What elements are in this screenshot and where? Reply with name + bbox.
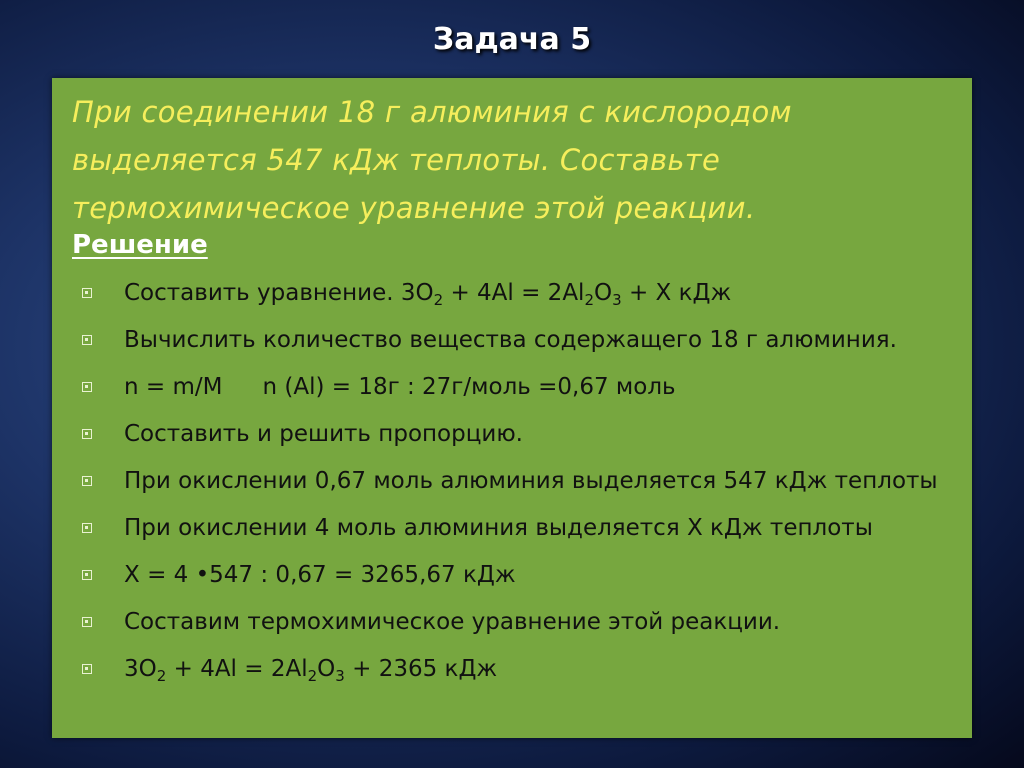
step-final-equation xyxy=(52,650,972,688)
step-text: При окислении 4 моль алюминия выделяется Х кДж теплоты xyxy=(124,515,873,541)
step-text: Вычислить количество вещества содержащего 18 г алюминия. xyxy=(124,327,897,353)
slide-title: Задача 5 xyxy=(432,22,592,57)
step-text: + 4Al = 2Al xyxy=(166,656,308,682)
square-bullet-icon xyxy=(82,335,92,345)
solution-steps xyxy=(52,274,972,697)
step-text: Составить и решить пропорцию. xyxy=(124,421,523,447)
step-text: + 4Al = 2Al xyxy=(443,280,585,306)
square-bullet-icon xyxy=(82,523,92,533)
subscript: 2 xyxy=(307,667,318,685)
step-oxidation-unknown xyxy=(52,509,972,547)
step-text: + 2365 кДж xyxy=(344,656,498,682)
problem-statement xyxy=(72,88,942,232)
step-text: При окислении 0,67 моль алюминия выделяется 547 кДж теплоты xyxy=(124,468,938,494)
step-oxidation-known xyxy=(52,462,972,500)
square-bullet-icon xyxy=(82,382,92,392)
step-text: O xyxy=(317,656,336,682)
problem-line-1: При соединении 18 г алюминия с кислородом xyxy=(72,95,792,129)
subscript: 3 xyxy=(612,291,622,309)
square-bullet-icon xyxy=(82,476,92,486)
step-result xyxy=(52,556,972,594)
step-text: O xyxy=(594,280,613,306)
solution-heading: Решение xyxy=(72,230,208,260)
step-text: + Х кДж xyxy=(621,280,732,306)
square-bullet-icon xyxy=(82,617,92,627)
subscript: 2 xyxy=(156,667,167,685)
problem-line-2: выделяется 547 кДж теплоты. Составьте xyxy=(72,143,721,177)
step-formula xyxy=(52,368,972,406)
square-bullet-icon xyxy=(82,288,92,298)
subscript: 3 xyxy=(335,667,345,685)
step-text: Составим термохимическое уравнение этой реакции. xyxy=(124,609,781,635)
subscript: 2 xyxy=(433,291,444,309)
square-bullet-icon xyxy=(82,570,92,580)
step-text: 3O xyxy=(124,656,157,682)
step-proportion xyxy=(52,415,972,453)
problem-line-3: термохимическое уравнение этой реакции. xyxy=(72,191,756,225)
subscript: 2 xyxy=(584,291,594,309)
step-formula-general: n = m/M xyxy=(124,374,223,400)
square-bullet-icon xyxy=(82,429,92,439)
step-write-equation xyxy=(52,274,972,312)
square-bullet-icon xyxy=(82,664,92,674)
content-panel xyxy=(52,78,972,738)
step-formula-value: n (Al) = 18г : 27г/моль =0,67 моль xyxy=(262,374,676,400)
step-compose-equation xyxy=(52,603,972,641)
step-text: Составить уравнение. 3O xyxy=(124,280,434,306)
step-calc-amount xyxy=(52,321,972,359)
step-text: Х = 4 •547 : 0,67 = 3265,67 кДж xyxy=(124,562,516,588)
